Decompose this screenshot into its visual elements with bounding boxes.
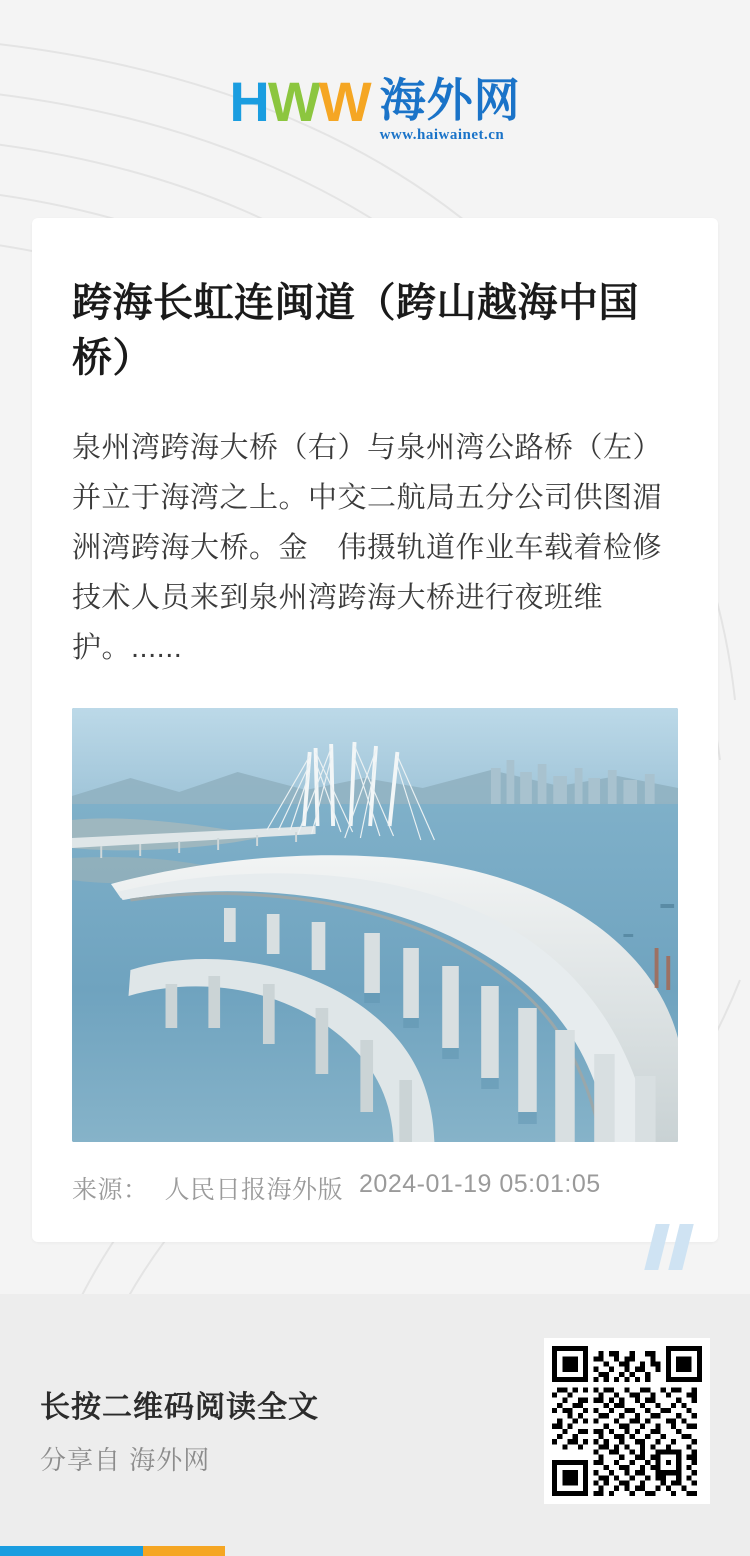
logo-letter-w2: W xyxy=(318,69,370,133)
share-source: 分享自 海外网 xyxy=(40,1445,211,1475)
logo-website-url: www.haiwainet.cn xyxy=(379,127,505,144)
article-meta xyxy=(72,1170,678,1206)
page-title: 跨海长虹连闽道（跨山越海中国桥） xyxy=(72,281,639,381)
bridge-illustration xyxy=(72,708,678,1142)
logo-chinese-name: 海外网 xyxy=(379,73,521,126)
article-summary: 泉州湾跨海大桥（右）与泉州湾公路桥（左）并立于海湾之上。中交二航局五分公司供图湄洲湾跨海大桥。金 伟摄轨道作业车载着检修技术人员来到泉州湾跨海大桥进行夜班维护。...... xyxy=(72,432,663,664)
qr-code-image xyxy=(552,1346,702,1496)
quote-mark-decoration xyxy=(650,1224,688,1270)
site-logo[interactable] xyxy=(229,69,521,144)
publish-timestamp: 2024-01-19 05:01:05 xyxy=(359,1169,601,1198)
share-footer xyxy=(0,1294,750,1556)
footer-text-block xyxy=(40,1338,319,1556)
qr-code[interactable] xyxy=(544,1338,710,1504)
logo-letter-w1: W xyxy=(267,69,319,133)
accent-rest xyxy=(225,1546,750,1556)
qr-instruction: 长按二维码阅读全文 xyxy=(40,1391,319,1424)
accent-orange xyxy=(143,1546,226,1556)
article-card xyxy=(32,218,718,1242)
logo-chinese-block xyxy=(380,74,521,144)
article-hero-image xyxy=(72,708,678,1142)
logo-hww-text xyxy=(229,69,370,133)
source-label: 来源： xyxy=(72,1175,149,1204)
bottom-accent-bar xyxy=(0,1546,750,1556)
logo-letter-h: H xyxy=(229,69,268,133)
site-header xyxy=(0,0,750,218)
source-name: 人民日报海外版 xyxy=(164,1175,344,1204)
accent-blue xyxy=(0,1546,143,1556)
